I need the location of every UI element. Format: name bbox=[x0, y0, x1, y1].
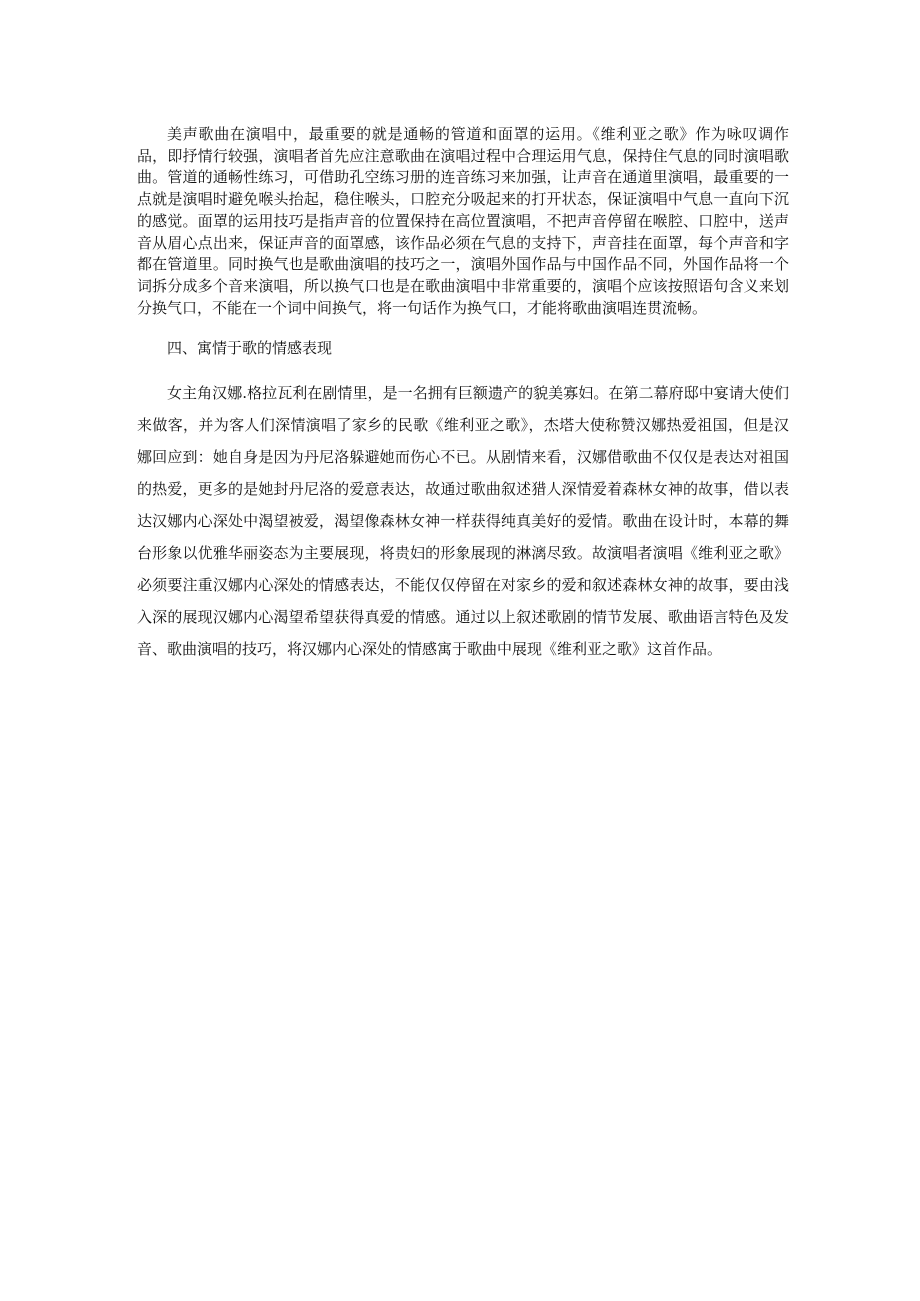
paragraph-breath-and-mask-technique: 美声歌曲在演唱中，最重要的就是通畅的管道和面罩的运用。《维利亚之歌》作为咏叹调作品，即抒情行较强，演唱者首先应注意歌曲在演唱过程中合理运用气息，保持住气息的同时演唱歌曲。管道的通畅性练习，可借助孔空练习册的连音练习来加强，让声音在通道里演唱，最重要的一点就是演唱时避免喉头抬起，稳住喉头，口腔充分吸起来的打开状态，保证演唱中气息一直向下沉的感觉。面罩的运用技巧是指声音的位置保持在高位置演唱，不把声音停留在喉腔、口腔中，送声音从眉心点出来，保证声音的面罩感，该作品必须在气息的支持下，声音挂在面罩，每个声音和字都在管道里。同时换气也是歌曲演唱的技巧之一，演唱外国作品与中国作品不同，外国作品将一个词拆分成多个音来演唱，所以换气口也是在歌曲演唱中非常重要的，演唱个应该按照语句含义来划分换气口，不能在一个词中间换气，将一句话作为换气口，才能将歌曲演唱连贯流畅。 bbox=[137, 125, 789, 317]
paragraph-emotional-expression: 女主角汉娜.格拉瓦利在剧情里，是一名拥有巨额遗产的貌美寡妇。在第二幕府邸中宴请大使们来做客，并为客人们深情演唱了家乡的民歌《维利亚之歌》，杰塔大使称赞汉娜热爱祖国，但是汉娜回应到：她自身是因为丹尼洛躲避她而伤心不已。从剧情来看，汉娜借歌曲不仅仅是表达对祖国的热爱，更多的是她封丹尼洛的爱意表达，故通过歌曲叙述猎人深情爱着森林女神的故事，借以表达汉娜内心深处中渴望被爱，渴望像森林女神一样获得纯真美好的爱情。歌曲在设计时，本幕的舞台形象以优雅华丽姿态为主要展现，将贵妇的形象展现的淋漓尽致。故演唱者演唱《维利亚之歌》必须要注重汉娜内心深处的情感表达，不能仅仅停留在对家乡的爱和叙述森林女神的故事，要由浅入深的展现汉娜内心渴望希望获得真爱的情感。通过以上叙述歌剧的情节发展、歌曲语言特色及发音、歌曲演唱的技巧，将汉娜内心深处的情感寓于歌曲中展现《维利亚之歌》这首作品。 bbox=[137, 384, 789, 659]
section-heading: 四、寓情于歌的情感表现 bbox=[167, 339, 333, 358]
document-body bbox=[137, 124, 789, 665]
